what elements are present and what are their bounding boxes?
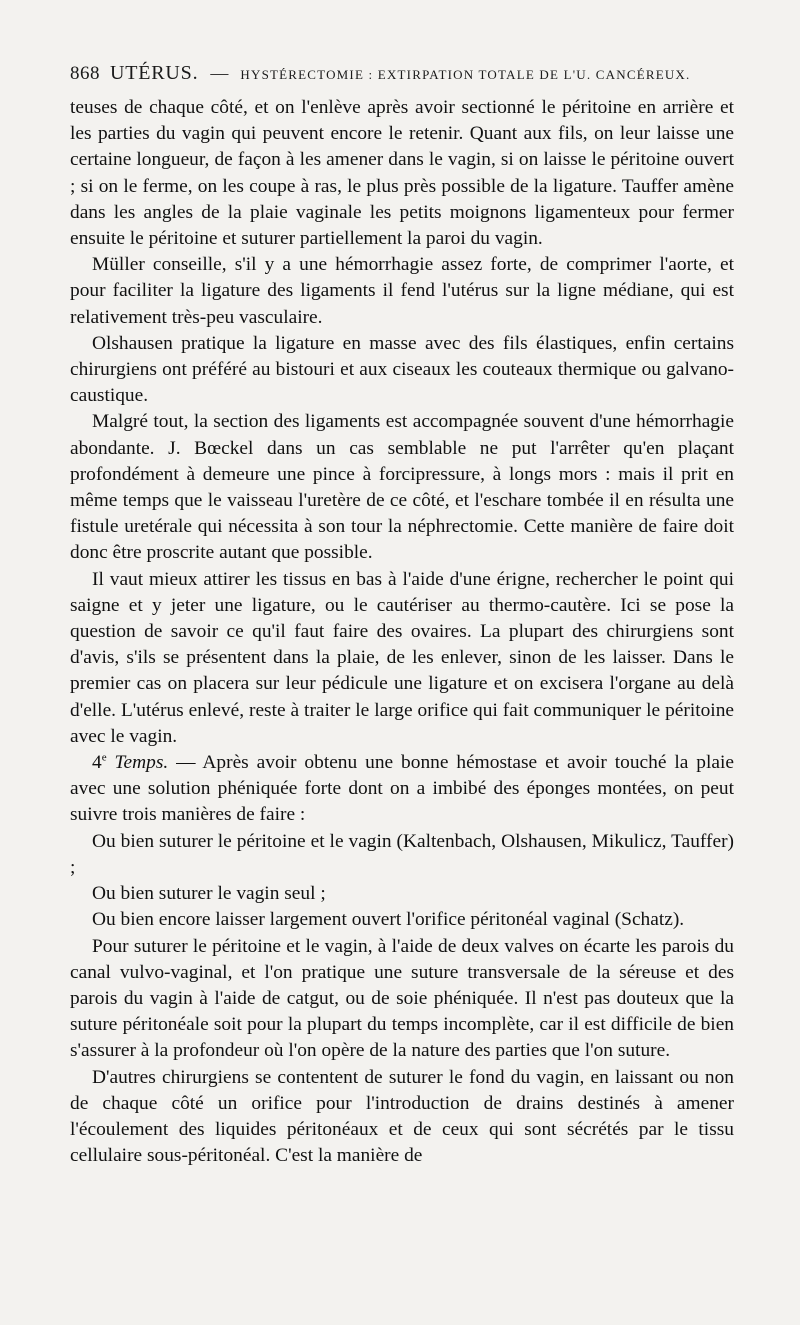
paragraph: Müller conseille, s'il y a une hémorrhagie assez forte, de comprimer l'aorte, et pour faciliter la ligature des ligaments il fend l'utérus sur la ligne médiane, qui est relativement très-peu vasculaire. [70, 254, 734, 328]
paragraph: Olshausen pratique la ligature en masse avec des fils élastiques, enfin certains chirurgiens ont préféré au bistouri et aux ciseaux les couteaux thermique ou galvano-caustique. [70, 332, 734, 407]
paragraph: D'autres chirurgiens se contentent de suturer le fond du vagin, en laissant ou non de chaque côté un orifice pour l'introduction de drains destinés à amener l'écoulement des liquides péritonéaux et de ceux qui sont sécrétés par le tissu cellulaire sous-péritonéal. C'est la manière de [70, 1066, 734, 1167]
paragraph: Pour suturer le péritoine et le vagin, à l'aide de deux valves on écarte les parois du canal vulvo-vaginal, et l'on pratique une suture transversale de la séreuse et des parois du vagin à l'aide de catgut, ou de soie phéniquée. Il n'est pas douteux que la suture péritonéale soit pour la plupart du temps incomplète, car il est difficile de bien s'assurer à la profondeur où l'on opère de la nature des parties que l'on suture. [70, 935, 734, 1062]
temps-label: Temps. [114, 752, 169, 774]
header-dash: — [210, 63, 229, 83]
paragraph: Il vaut mieux attirer les tissus en bas à l'aide d'une érigne, rechercher le point qui saigne et y jeter une ligature, ou le cautériser au thermo-cautère. Ici se pose la question de savoir ce qu'il faut faire des ovaires. La plupart des chirurgiens sont d'avis, s'ils se présentent dans la plaie, de les enlever, sinon de les laisser. Dans le premier cas on placera sur leur pédicule une ligature et on excisera l'organe au delà d'elle. L'utérus enlevé, reste à traiter le large orifice qui fait communiquer le péritoine avec le vagin. [70, 568, 734, 747]
running-header [70, 62, 734, 88]
temps-paragraph [70, 750, 734, 829]
body-text [70, 95, 734, 1169]
page-number: 868 [70, 63, 100, 84]
option-item: Ou bien suturer le péritoine et le vagin (Kaltenbach, Olshausen, Mikulicz, Tauffer) ; [70, 830, 734, 878]
option-item: Ou bien suturer le vagin seul ; [92, 883, 326, 905]
paragraph: teuses de chaque côté, et on l'enlève après avoir sectionné le péritoine en arrière et les parties du vagin qui peuvent encore le retenir. Quant aux fils, on leur laisse une certaine longueur, de façon à les amener dans le vagin, si on laisse le péritoine ouvert ; si on le ferme, on les coupe à ras, le plus près possible de la ligature. Tauffer amène dans les angles de la plaie vaginale les petits moignons ligamenteux pour fermer ensuite le péritoine et suturer partiellement la paroi du vagin. [70, 97, 734, 250]
option-item: Ou bien encore laisser largement ouvert l'orifice péritonéal vaginal (Schatz). [92, 909, 685, 931]
temps-superscript: e [101, 751, 107, 764]
paragraph: Malgré tout, la section des ligaments est accompagnée souvent d'une hémorrhagie abondante. J. Bœckel dans un cas semblable ne put l'arrêter qu'en plaçant profondément à demeure une pince à forcipressure, à longs mors : mais il prit en même temps que le vaisseau l'uretère de ce côté, et l'eschare tombée il en résulta une fistule uretérale qui nécessita à son tour la néphrectomie. Cette manière de faire doit donc être proscrite autant que possible. [70, 411, 734, 564]
temps-number: 4 [92, 752, 102, 774]
header-subtitle: HYSTÉRECTOMIE : EXTIRPATION TOTALE DE L'U. CANCÉREUX. [240, 67, 691, 82]
running-title: UTÉRUS. [110, 62, 199, 84]
temps-text: — Après avoir obtenu une bonne hémostase et avoir touché la plaie avec une solution phéniquée forte dont on a imbibé des éponges montées, on peut suivre trois manières de faire : [70, 752, 734, 826]
